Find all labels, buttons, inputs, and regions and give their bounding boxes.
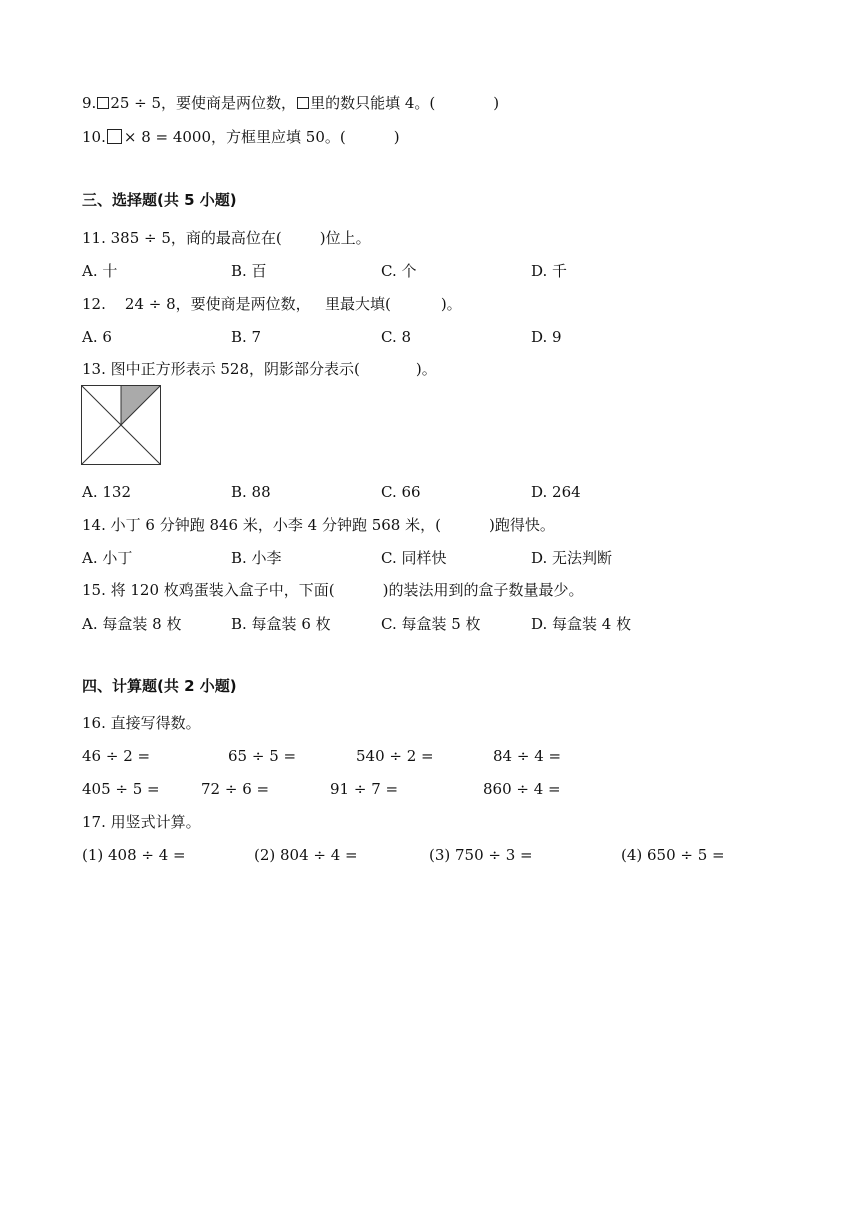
option-b[interactable]: B. 每盒装 6 枚 [231, 615, 331, 633]
question-number: 9. [82, 94, 97, 112]
option-a[interactable]: A. 6 [82, 328, 112, 346]
question-text: )。 [415, 360, 437, 378]
question-text: ) [493, 94, 500, 112]
question-text: 25 ÷ 5，要使商是两位数， [110, 94, 297, 112]
option-c[interactable]: C. 8 [381, 328, 412, 346]
question-12 [82, 294, 462, 314]
section-heading-choice: 三、选择题(共 5 小题) [82, 191, 237, 209]
calc-item: 91 ÷ 7 = [330, 780, 399, 798]
calc-item: 65 ÷ 5 = [228, 747, 297, 765]
option-a[interactable]: A. 132 [82, 483, 131, 501]
question-text: 13. 图中正方形表示 528，阴影部分表示( [82, 360, 360, 378]
calc-item: 72 ÷ 6 = [201, 780, 270, 798]
option-d[interactable]: D. 9 [531, 328, 562, 346]
question-16-stem: 16. 直接写得数。 [82, 714, 201, 732]
vertical-calc-item: (4) 650 ÷ 5 = [621, 846, 725, 864]
option-a[interactable]: A. 每盒装 8 枚 [82, 615, 182, 633]
option-b[interactable]: B. 小李 [231, 549, 282, 567]
blank-square-icon [97, 97, 109, 109]
question-text: × 8 = 4000，方框里应填 50。( [123, 128, 346, 146]
calc-item: 405 ÷ 5 = [82, 780, 160, 798]
question-13 [82, 359, 437, 379]
option-d[interactable]: D. 每盒装 4 枚 [531, 615, 632, 633]
vertical-calc-item: (1) 408 ÷ 4 = [82, 846, 186, 864]
question-10 [82, 127, 400, 147]
question-text: 14. 小丁 6 分钟跑 846 米，小李 4 分钟跑 568 米，( [82, 516, 441, 534]
blank-square-icon [107, 129, 122, 144]
question-text: )位上。 [319, 229, 371, 247]
option-b[interactable]: B. 百 [231, 262, 267, 280]
option-d[interactable]: D. 264 [531, 483, 581, 501]
option-d[interactable]: D. 千 [531, 262, 568, 280]
calc-item: 46 ÷ 2 = [82, 747, 151, 765]
question-text: ) [393, 128, 400, 146]
question-number: 10. [82, 128, 106, 146]
option-b[interactable]: B. 88 [231, 483, 271, 501]
option-c[interactable]: C. 同样快 [381, 549, 447, 567]
calc-item: 84 ÷ 4 = [493, 747, 562, 765]
option-c[interactable]: C. 每盒装 5 枚 [381, 615, 481, 633]
option-a[interactable]: A. 小丁 [82, 549, 133, 567]
option-a[interactable]: A. 十 [82, 262, 118, 280]
square-diagram [81, 385, 161, 465]
question-text: )的装法用到的盒子数量最少。 [382, 581, 584, 599]
blank-square-icon [297, 97, 309, 109]
option-d[interactable]: D. 无法判断 [531, 549, 613, 567]
question-text: 15. 将 120 枚鸡蛋装入盒子中，下面( [82, 581, 335, 599]
question-17-stem: 17. 用竖式计算。 [82, 813, 201, 831]
option-c[interactable]: C. 66 [381, 483, 421, 501]
question-11 [82, 228, 371, 248]
question-text: )。 [440, 295, 462, 313]
section-heading-calculation: 四、计算题(共 2 小题) [82, 677, 237, 695]
question-text: )跑得快。 [488, 516, 555, 534]
question-15 [82, 580, 584, 600]
calc-item: 540 ÷ 2 = [356, 747, 434, 765]
calc-item: 860 ÷ 4 = [483, 780, 561, 798]
vertical-calc-item: (2) 804 ÷ 4 = [254, 846, 358, 864]
question-text: 11. 385 ÷ 5，商的最高位在( [82, 229, 282, 247]
vertical-calc-item: (3) 750 ÷ 3 = [429, 846, 533, 864]
question-9 [82, 93, 499, 113]
question-14 [82, 515, 555, 535]
question-text: 12. 24 ÷ 8，要使商是两位数， 里最大填( [82, 295, 391, 313]
option-b[interactable]: B. 7 [231, 328, 262, 346]
option-c[interactable]: C. 个 [381, 262, 417, 280]
question-text: 里的数只能填 4。( [310, 94, 436, 112]
